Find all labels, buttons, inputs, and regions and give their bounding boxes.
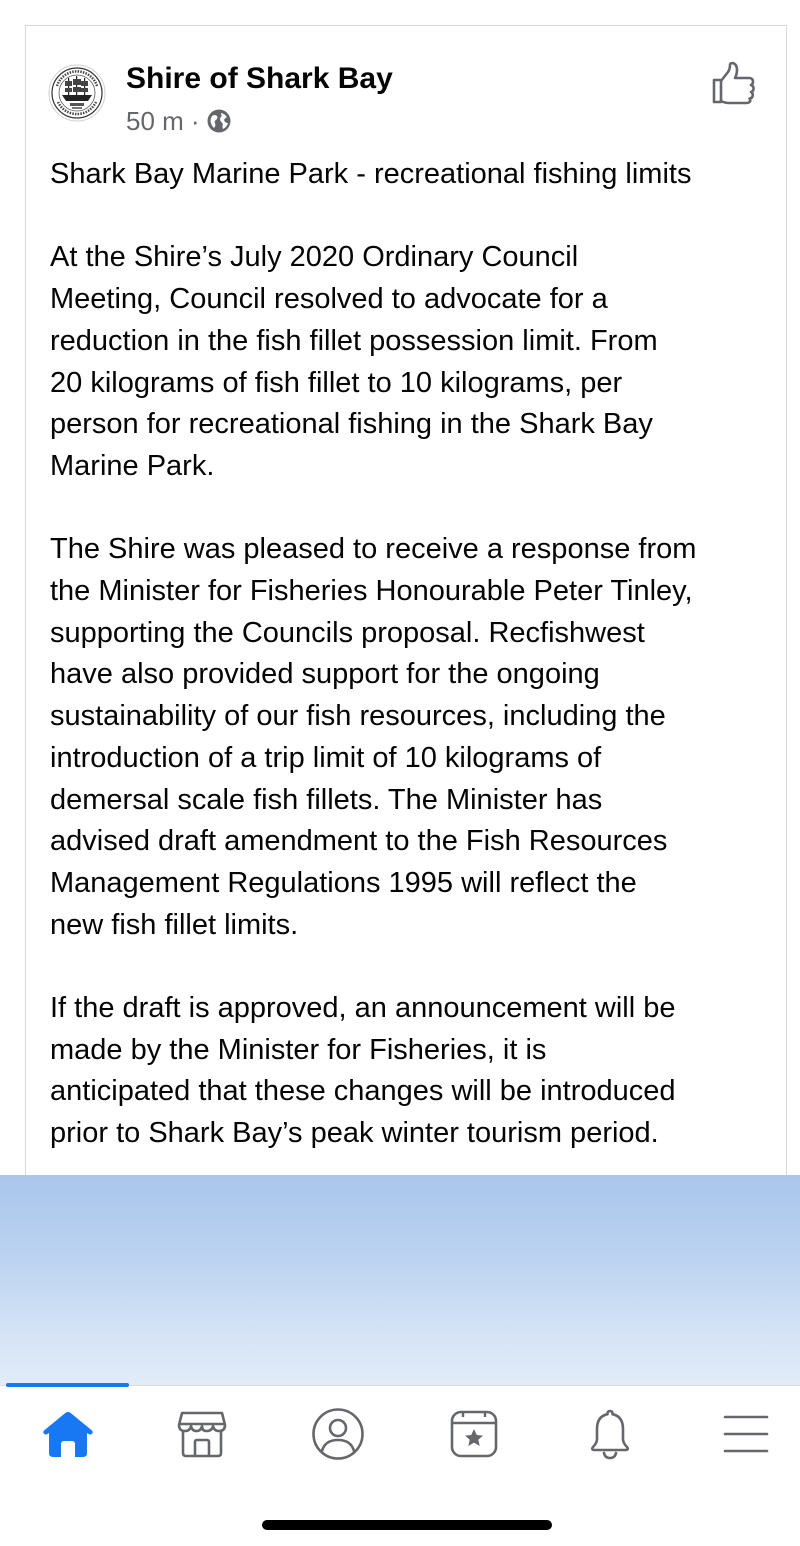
pages-icon	[449, 1409, 499, 1459]
text-line: demersal scale fish fillets. The Minister has	[50, 783, 603, 816]
nav-home[interactable]	[28, 1404, 108, 1464]
post-title: Shark Bay Marine Park - recreational fishing limits	[50, 158, 692, 190]
text-line: person for recreational fishing in the Shark Bay	[50, 408, 653, 441]
menu-icon	[722, 1412, 770, 1456]
home-icon	[41, 1409, 95, 1459]
thumbs-up-icon	[710, 60, 758, 108]
text-line: Meeting, Council resolved to advocate for a	[50, 283, 608, 316]
text-line: reduction in the fish fillet possession limit. From	[50, 324, 658, 357]
author-name[interactable]: Shire of Shark Bay	[126, 62, 393, 95]
post-header	[26, 26, 786, 146]
text-line: The Shire was pleased to receive a response from	[50, 533, 697, 566]
nav-marketplace[interactable]	[162, 1404, 242, 1464]
text-line: 20 kilograms of fish fillet to 10 kilograms, per	[50, 366, 623, 399]
text-line: have also provided support for the ongoing	[50, 658, 600, 691]
post-meta	[126, 106, 232, 136]
post-paragraph-3	[50, 988, 780, 1155]
text-line: If the draft is approved, an announcement will be	[50, 992, 676, 1025]
text-line: the Minister for Fisheries Honourable Peter Tinley,	[50, 575, 693, 607]
text-line: At the Shire’s July 2020 Ordinary Council	[50, 241, 579, 274]
marketplace-icon	[176, 1409, 228, 1459]
meta-separator: ·	[190, 105, 200, 136]
post-paragraph-2	[50, 529, 780, 946]
text-line: made by the Minister for Fisheries, it is	[50, 1033, 547, 1066]
nav-menu[interactable]	[706, 1404, 786, 1464]
text-line: sustainability of our fish resources, including the	[50, 700, 666, 733]
text-line: supporting the Councils proposal. Recfishwest	[50, 616, 645, 649]
text-line: Marine Park.	[50, 449, 215, 482]
post-paragraph-1	[50, 237, 780, 487]
text-line: introduction of a trip limit of 10 kilograms of	[50, 741, 602, 774]
active-tab-indicator	[6, 1383, 129, 1387]
post-time[interactable]: 50 m	[126, 105, 184, 136]
like-button[interactable]	[710, 60, 758, 108]
nav-pages[interactable]	[434, 1404, 514, 1464]
text-line: new fish fillet limits.	[50, 908, 299, 941]
post-photo[interactable]	[0, 1175, 800, 1385]
nav-notifications[interactable]	[570, 1404, 650, 1464]
profile-icon	[311, 1407, 365, 1461]
globe-icon	[206, 108, 232, 134]
text-line: Management Regulations 1995 will reflect the	[50, 866, 637, 899]
post-body	[50, 154, 780, 1197]
shire-crest-logo	[48, 64, 106, 122]
avatar[interactable]	[48, 64, 106, 122]
text-line: prior to Shark Bay’s peak winter tourism period.	[50, 1117, 659, 1150]
text-line: anticipated that these changes will be introduced	[50, 1075, 676, 1108]
nav-profile[interactable]	[298, 1404, 378, 1464]
notifications-icon	[586, 1407, 634, 1461]
text-line: advised draft amendment to the Fish Resources	[50, 825, 668, 858]
post-card	[25, 25, 787, 1225]
home-indicator[interactable]	[262, 1520, 552, 1530]
